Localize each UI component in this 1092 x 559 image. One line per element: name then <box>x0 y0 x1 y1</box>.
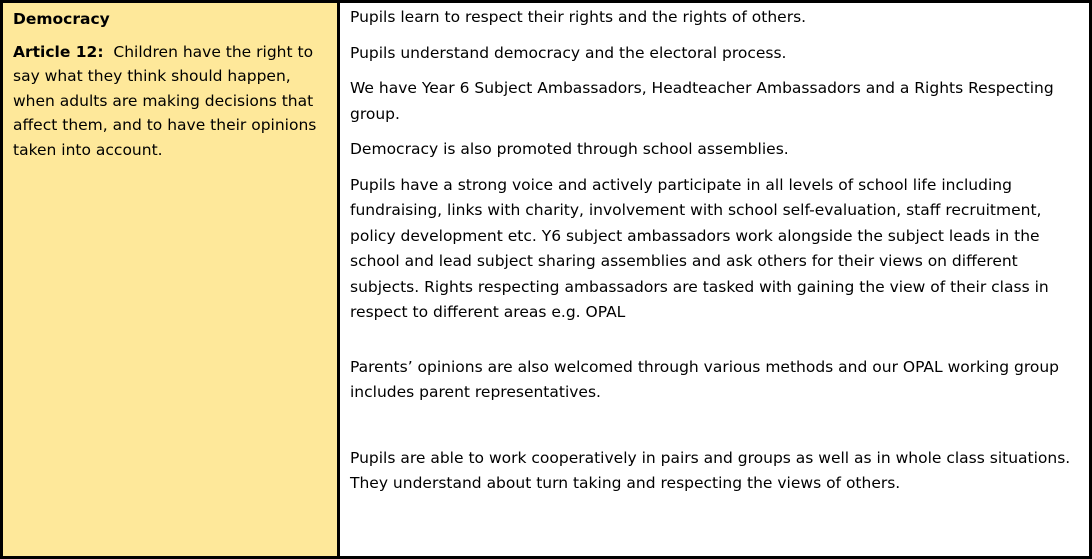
article-label: Article 12: <box>13 42 104 61</box>
paragraph-assemblies: Democracy is also promoted through school assemblies. <box>350 140 789 158</box>
paragraph-ambassadors: We have Year 6 Subject Ambassadors, Headteacher Ambassadors and a Rights Respecting group. <box>350 79 1054 123</box>
paragraph-parents: Parents’ opinions are also welcomed through various methods and our OPAL working group includes parent representatives. <box>350 357 1060 401</box>
left-cell <box>3 3 340 556</box>
paragraph-democracy: Pupils understand democracy and the electoral process. <box>350 43 787 62</box>
section-heading: Democracy <box>13 10 110 28</box>
paragraph-rights: Pupils learn to respect their rights and the rights of others. <box>350 8 807 26</box>
paragraph-pupil-voice: Pupils have a strong voice and actively participate in all levels of school life including fundraising, links with charity, involvement with school self-evaluation, staff recruitment, policy development etc. Y6 subject ambassadors work alongside the subject leads in the school and lead subject sharing assemblies and ask others for their views on different subjects. Rights respecting ambassadors are tasked with gaining the view of their class in respect to different areas e.g. OPAL <box>350 175 1049 321</box>
article-text-block <box>13 40 329 163</box>
article-text: Children have the right to say what they think should happen, when adults are making decisions that affect them, and to have their opinions taken into account. <box>13 42 317 159</box>
right-cell <box>340 3 1089 556</box>
paragraph-cooperation: Pupils are able to work cooperatively in pairs and groups as well as in whole class situations. They understand about turn taking and respecting the views of others. <box>350 448 1071 492</box>
